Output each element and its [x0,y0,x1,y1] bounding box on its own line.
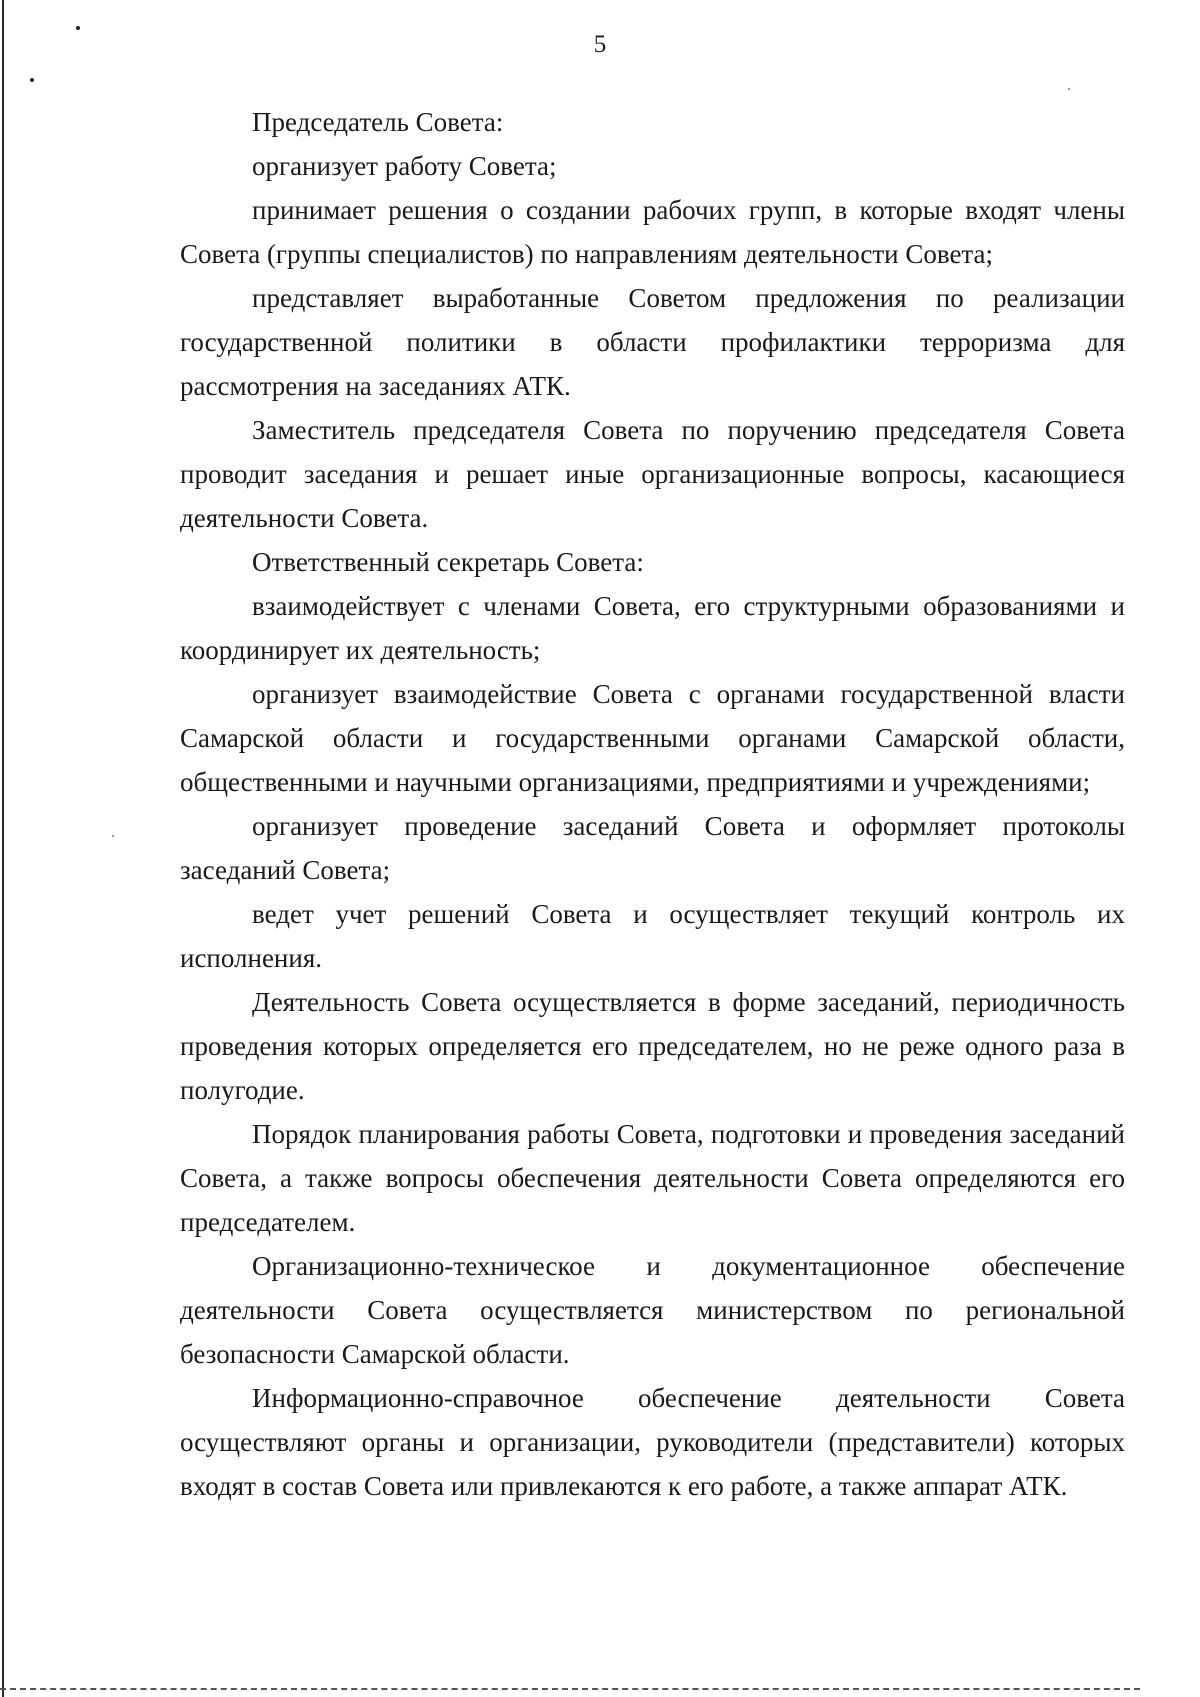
scan-speck [1068,88,1070,90]
paragraph: ведет учет решений Совета и осуществляет текущий контроль их исполнения. [180,899,1125,973]
paragraph: Деятельность Совета осуществляется в форме заседаний, периодичность проведения которых определяется его председателем, но не реже одного раза в полугодие. [180,987,1125,1105]
paragraph: взаимодействует с членами Совета, его структурными образованиями и координирует их деятельность; [180,591,1125,665]
paragraph: принимает решения о создании рабочих групп, в которые входят члены Совета (группы специалистов) по направлениям деятельности Совета; [180,195,1125,269]
paragraph: организует взаимодействие Совета с органами государственной власти Самарской области и государственными органами Самарской области, общественными и научными организациями, предприятиями и учреждениями; [180,679,1125,797]
paragraph: Председатель Совета: [252,107,504,137]
paragraph: Организационно-техническое и документационное обеспечение деятельности Совета осуществляется министерством по региональной безопасности Самарской области. [180,1251,1125,1369]
scan-speck [30,78,34,82]
paragraph: представляет выработанные Советом предложения по реализации государственной политики в области профилактики терроризма для рассмотрения на заседаниях АТК. [180,283,1125,401]
paragraph: Порядок планирования работы Совета, подготовки и проведения заседаний Совета, а также вопросы обеспечения деятельности Совета определяются его председателем. [180,1119,1125,1237]
paragraph: организует работу Совета; [252,151,557,181]
paragraph: Ответственный секретарь Совета: [252,547,644,577]
paragraph: Заместитель председателя Совета по поручению председателя Совета проводит заседания и решает иные организационные вопросы, касающиеся деятельности Совета. [180,415,1125,533]
scan-bottom-edge [0,1688,1140,1690]
page-number: 5 [593,31,607,58]
scan-left-edge [2,0,4,1697]
scan-speck [76,26,80,30]
document-body [180,100,1125,1508]
paragraph: организует проведение заседаний Совета и оформляет протоколы заседаний Совета; [180,811,1125,885]
scan-speck [112,835,114,837]
paragraph: Информационно-справочное обеспечение деятельности Совета осуществляют органы и организации, руководители (представители) которых входят в состав Совета или привлекаются к его работе, а также аппарат АТК. [180,1383,1125,1501]
